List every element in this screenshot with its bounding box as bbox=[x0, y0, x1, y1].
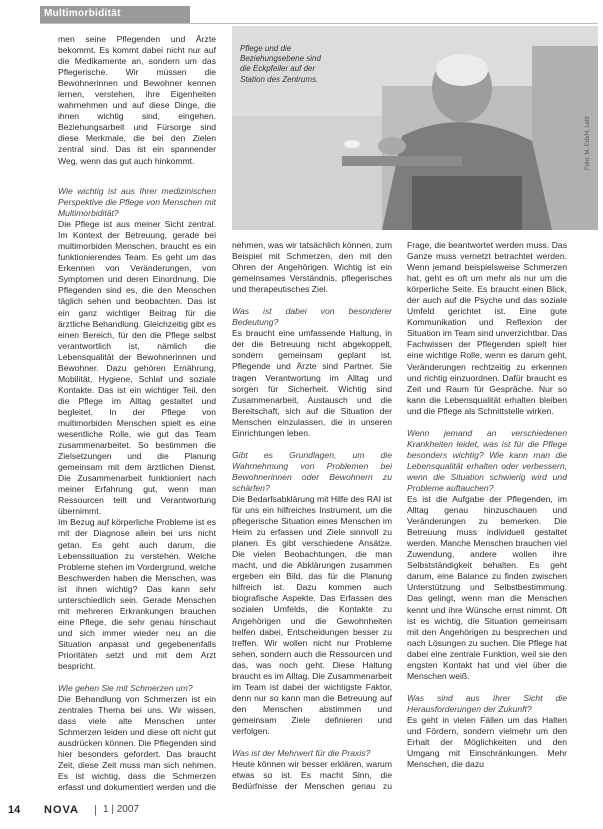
paragraph: Es braucht eine umfassende Haltung, in der die Betreuung nicht abgekoppelt, sondern gemeinsam geplant ist. Pflegende und Ärzte sind Partner. Sie tragen Verantwortung im Alltag und sorgen für Sicherheit. Wichtig sind Zusammenarbeit, Austausch und die Bereitschaft, sich auf die Situation der Menschen einzulassen, die in unseren Einrichtungen leben. bbox=[232, 328, 392, 438]
paragraph: Frage, die beantwortet werden muss. Das Ganze muss vernetzt betrachtet werden. Wenn jemand beispielsweise Schmerzen hat, geht es oft um mehr als nur um die körperliche Seite. Es braucht einen Blick, der auch auf die Psyche und das soziale Umfeld gerichtet ist. Eine gute Kommunikation und Reflexion der Situation im Team sind unverzichtbar. Das Fachwissen der Pflegenden spielt hier eine wichtige Rolle, wenn es darum geht, Veränderungen rechtzeitig zu erkennen und richtig einzuordnen. Dafür braucht es Zeit und Raum für Gespräche. Nur so kann die Lebensqualität erhalten bleiben und die Pflege als Schnittstelle wirken. bbox=[407, 240, 567, 416]
column-3 bbox=[407, 240, 567, 792]
paragraph: Im Bezug auf körperliche Probleme ist es mit der Diagnose allein bei uns nicht getan. Es geht auch darum, die Lebenssituation zu verstehen. Welche Probleme stehen im Vordergrund, welche Beschwerden haben die Menschen, was ist ihnen wichtig? Das kann sehr unterschiedlich sein. Gerade Menschen mit mehreren Erkrankungen brauchen eine Pflege, die sehr genau hinschaut und sich immer wieder neu an die Situation anpasst und gegebenenfalls Prioritäten setzt und mit dem Arzt bespricht. bbox=[58, 517, 216, 672]
section-header bbox=[40, 6, 190, 23]
question-heading: Was sind aus Ihrer Sicht die Herausforderungen der Zukunft? bbox=[407, 692, 567, 714]
paragraph: nehmen, was wir tatsächlich können, zum Beispiel mit Schmerzen, den mit den Ohren der Angehörigen. Wichtig ist ein gemeinsames Verständnis, pflegerisches und therapeutisches Ziel. bbox=[232, 240, 392, 295]
header-rule bbox=[40, 23, 598, 24]
question-heading: Wie gehen Sie mit Schmerzen um? bbox=[58, 683, 193, 694]
paragraph: Die Behandlung von Schmerzen ist ein zentrales Thema bei uns. Wir wissen, dass viele alte Menschen unter Schmerzen leiden und diese oft nicht gut ausdrücken können. Die Pflegenden sind hier besonders gefordert. Das braucht Zeit, diese Zeit muss man sich nehmen. Es ist wichtig, dass die Schmerzen erfasst und dokumentiert werden und die bbox=[58, 694, 216, 792]
column-2 bbox=[232, 240, 392, 792]
question-heading: Was ist der Mehrwert für die Praxis? bbox=[232, 748, 371, 759]
paragraph: Es geht in vielen Fällen um das Halten und Fördern, sondern vielmehr um den Erhalt der Möglichkeiten und den Umgang mit Einschränkungen. Mehr Menschen, die dazu bbox=[407, 714, 567, 770]
paragraph: Es ist die Aufgabe der Pflegenden, im Alltag genau hinzuschauen und Veränderungen zu bemerken. Die Betreuung muss individuell gestaltet werden. Manche Menschen brauchen viel Zuwendung, andere wollen ihre Selbstständigkeit behalten. Es geht darum, eine Balance zu finden zwischen Unterstützung und Selbstbestimmung. Das gelingt, wenn man die Menschen kennt und ihre Wünsche ernst nimmt. Oft ist es wichtig, die Situation gemeinsam mit den Angehörigen zu besprechen und nach Lösungen zu suchen. Die Pflege hat dabei eine zentrale Funktion, weil sie den engsten Kontakt hat und viel über die Menschen weiß. bbox=[407, 494, 567, 681]
page-number: 14 bbox=[8, 804, 21, 816]
column-1 bbox=[58, 186, 216, 792]
photo-caption: Pflege und die Beziehungsebene sind die Eckpfeiler auf der Station des Zentrums. bbox=[240, 44, 321, 84]
footer-separator: | bbox=[94, 804, 97, 816]
photo-credit: Foto: M. Erb/H. Lettl bbox=[585, 116, 591, 170]
issue-number: 1 | 2007 bbox=[103, 804, 139, 815]
question-heading: Wie wichtig ist aus Ihrer medizinischen Perspektive die Pflege von Menschen mit Multimorbidität? bbox=[58, 186, 216, 219]
section-label: Multimorbidität bbox=[44, 8, 121, 19]
question-heading: Gibt es Grundlagen, um die Wahrnehmung von Problemen bei Bewohnerinnen oder Bewohnern zu schärfen? bbox=[232, 449, 392, 493]
magazine-name: NOVA bbox=[44, 804, 79, 816]
paragraph: Die Bedarfsabklärung mit Hilfe des RAI ist für uns ein hilfreiches Instrument, um die pflegerische Situation eines Menschen im Heim zu erfassen und Ziele sinnvoll zu planen. Es gibt verschiedene Ansätze. Die vielen Beobachtungen, die man macht, und die Abklärungen zusammen ergeben ein Bild, das für die Planung hilfreich ist. Dazu kommen auch biografische Aspekte. Das Erfassen des sozialen Umfelds, die Kontakte zu Angehörigen und die Gewohnheiten helfen dabei, Entscheidungen besser zu treffen. Wir wollen nicht nur Probleme sehen, sondern auch die Ressourcen und das, was noch geht. Diese Haltung braucht es im Alltag. Die Zusammenarbeit im Team ist dabei der wichtigste Faktor, denn nur so kann man die Betreuung auf den Menschen abstimmen und gemeinsam Ziele definieren und verfolgen. bbox=[232, 493, 392, 736]
question-heading: Was ist dabei von besonderer Bedeutung? bbox=[232, 306, 392, 328]
paragraph: men seine Pflegenden und Ärzte bekommt. Es kommt dabei nicht nur auf die Medikamente an, sondern um das Pflegerische. Wir müssen die Bewohnerinnen und Bewohner kennen lernen, verstehen, ihre Eigenheiten wahrnehmen und auf diese Dinge, die ihnen wichtig sind, eingehen. Beziehungsarbeit und Fürsorge sind diese Merkmale, die bei den Zielen zentral sind. Das ist ein spannender Weg, wenn das gut auch hinkommt. bbox=[58, 34, 216, 166]
paragraph: Heute können wir besser erklären, warum etwas so ist. Es macht Sinn, die Bedürfnisse der Menschen genau zu bbox=[232, 759, 392, 792]
question-heading: Wenn jemand an verschiedenen Krankheiten leidet, was ist für die Pflege besonders wichtig? Wie kann man die Lebensqualität erhalten oder verbessern, wenn die Situation schwierig wird und Probleme auftauchen? bbox=[407, 427, 567, 493]
paragraph: Die Pflege ist aus meiner Sicht zentral. Im Kontext der Betreuung, gerade bei multimorbiden Menschen, braucht es ein funktionierendes Team. Es geht um das Erkennen von Veränderungen, von Symptomen und deren Einordnung. Die Pflegenden sind es, die den Menschen täglich sehen und beobachten. Das ist ein ganz wichtiger Beitrag für die ärztliche Behandlung. Gleichzeitig gibt es einen Bereich, für den die Pflege selbst verantwortlich ist, nämlich die Lebensqualität der Bewohnerinnen und Bewohner. Dazu gehören Ernährung, Mobilität, Hygiene, Schlaf und soziale Kontakte. Das ist ein wichtiger Teil, den die Pflege im Alltag gestaltet und begleitet. In der Pflege von multimorbiden Menschen spielt es eine wesentliche Rolle, wie gut das Team zusammenarbeitet. So bestimmen die Zielsetzungen und die Planung gemeinsam mit dem ärztlichen Dienst. Die Zusammenarbeit funktioniert nach meiner Erfahrung gut, wenn man Ressourcen teilt und Verantwortung übernimmt. bbox=[58, 219, 216, 517]
column-1-top bbox=[58, 34, 216, 167]
